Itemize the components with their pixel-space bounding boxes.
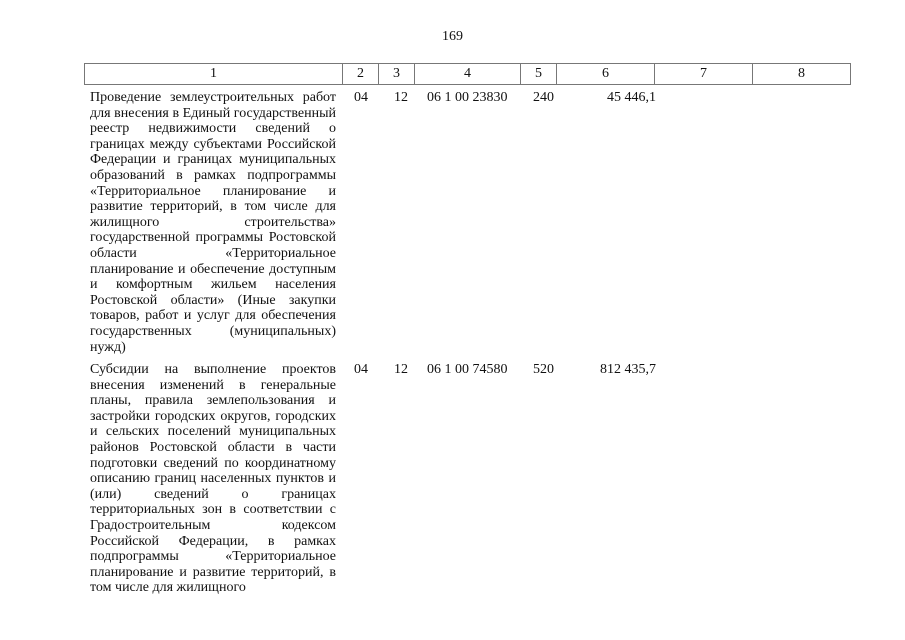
column-header-6: 6 bbox=[557, 64, 655, 85]
row-subsection-code: 12 bbox=[394, 362, 408, 377]
row-expense-type: 520 bbox=[533, 362, 554, 377]
column-header-7: 7 bbox=[655, 64, 753, 85]
column-header-5: 5 bbox=[521, 64, 557, 85]
column-header-1: 1 bbox=[85, 64, 343, 85]
row-target-article: 06 1 00 23830 bbox=[427, 90, 508, 105]
column-header-row bbox=[85, 64, 851, 85]
row-section-code: 04 bbox=[354, 90, 368, 105]
row-description: Субсидии на выполнение проектов внесения изменений в генеральные планы, правила землепользования и застройки городских округов, городских и сельских поселений муниципальных районов Ростовской области в части подготовки сведений по координатному описанию границ населенных пунктов и (или) сведений о границах территориальных зон в соответствии с Градостроительным кодексом Российской Федерации, в рамках подпрограммы «Территориальное планирование и развитие территорий, в том числе для жилищного bbox=[90, 362, 336, 596]
column-header-8: 8 bbox=[753, 64, 851, 85]
row-subsection-code: 12 bbox=[394, 90, 408, 105]
row-target-article: 06 1 00 74580 bbox=[427, 362, 508, 377]
column-header-2: 2 bbox=[343, 64, 379, 85]
column-header-3: 3 bbox=[379, 64, 415, 85]
column-header-table bbox=[84, 63, 851, 85]
row-description: Проведение землеустроительных работ для внесения в Единый государственный реестр недвижимости сведений о границах между субъектами Российской Федерации и границах муниципальных образований в рамках подпрограммы «Территориальное планирование и развитие территорий, в том числе для жилищного строительства» государственной программы Ростовской области «Территориальное планирование и обеспечение доступным и комфортным жильем населения Ростовской области» (Иные закупки товаров, работ и услуг для обеспечения государственных (муниципальных) нужд) bbox=[90, 90, 336, 355]
row-expense-type: 240 bbox=[533, 90, 554, 105]
column-header-4: 4 bbox=[415, 64, 521, 85]
row-amount: 45 446,1 bbox=[607, 90, 656, 105]
row-amount: 812 435,7 bbox=[600, 362, 656, 377]
page-number: 169 bbox=[442, 29, 463, 44]
row-section-code: 04 bbox=[354, 362, 368, 377]
